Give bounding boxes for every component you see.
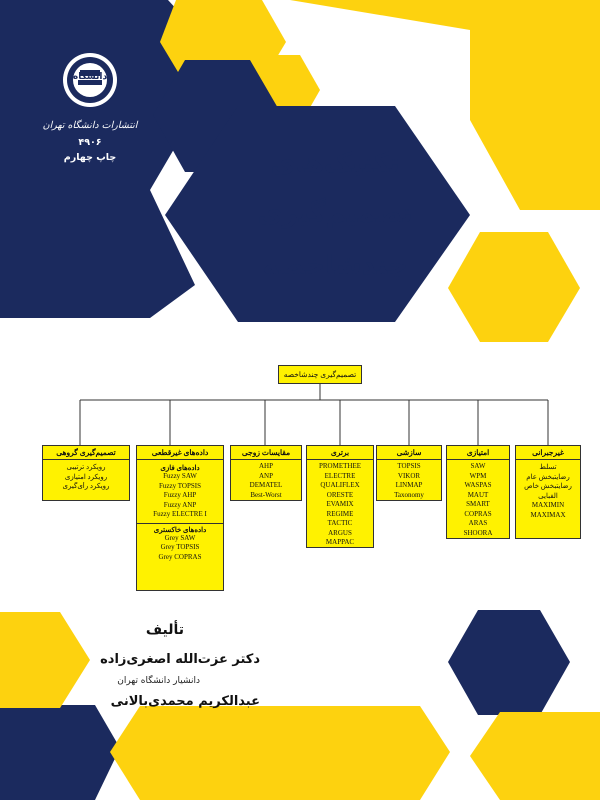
diagram-item: رضایتبخش خاص bbox=[524, 482, 572, 490]
diagram-item: SMART bbox=[466, 500, 490, 508]
diagram-box-title: سازشی bbox=[377, 446, 441, 460]
diagram-item: MAUT bbox=[467, 490, 489, 499]
diagram-item: SHOORA bbox=[463, 528, 493, 537]
diagram-item: WASPAS bbox=[464, 481, 492, 489]
diagram-item: تسلط bbox=[539, 463, 557, 471]
yellow-bottom-band bbox=[110, 706, 450, 800]
diagram-box-outranking bbox=[306, 445, 374, 548]
diagram-subgroup-title: داده‌های خاکستری bbox=[137, 523, 223, 534]
diagram-item: ARGUS bbox=[328, 528, 352, 537]
diagram-box-title: مقایسات زوجی bbox=[231, 446, 301, 460]
author-1-role: دانشیار دانشگاه تهران bbox=[117, 676, 200, 686]
book-title-line-1: تکنیک‌های bbox=[270, 148, 400, 179]
diagram-box-title: غیرجبرانی bbox=[516, 446, 580, 460]
diagram-box-title: داده‌های غیرقطعی bbox=[137, 446, 223, 460]
diagram-item: Fuzzy TOPSIS bbox=[159, 481, 201, 490]
diagram-box-compromise bbox=[376, 445, 442, 501]
diagram-box-non-compensatory bbox=[515, 445, 581, 539]
diagram-box-pairwise bbox=[230, 445, 302, 501]
author-1-name: دکتر عزت‌الله اصغری‌زاده bbox=[100, 652, 260, 667]
yellow-hexagon-right bbox=[448, 232, 580, 342]
diagram-item: Fuzzy ELECTRE I bbox=[153, 510, 207, 518]
diagram-box-group-decision bbox=[42, 445, 130, 501]
publisher-name: دانشگاه bbox=[72, 72, 108, 82]
diagram-item: ANP bbox=[258, 471, 273, 480]
diagram-root bbox=[278, 365, 362, 384]
diagram-item: MAXIMAX bbox=[530, 510, 566, 519]
diagram-item: الفبایی bbox=[538, 491, 558, 500]
author-2-name: عبدالکریم محمدی‌بالانی bbox=[110, 694, 260, 709]
diagram-item: SAW bbox=[470, 462, 486, 470]
diagram-connectors bbox=[80, 384, 548, 445]
diagram-item: Best-Worst bbox=[250, 490, 282, 499]
navy-hexagon-bottom-right bbox=[448, 610, 570, 715]
diagram-box-title: امتیازی bbox=[447, 446, 509, 460]
diagram-item: Fuzzy AHP bbox=[163, 491, 197, 499]
book-title-line-3: چندشاخصه bbox=[262, 250, 408, 281]
diagram-box-title: برتری bbox=[307, 446, 373, 460]
diagram-item: REGIME bbox=[326, 509, 354, 518]
diagram-item: Grey TOPSIS bbox=[160, 543, 200, 551]
diagram-item: VIKOR bbox=[397, 471, 421, 480]
diagram-box-scoring bbox=[446, 445, 510, 539]
publication-number: ۴۹۰۶ bbox=[78, 137, 102, 148]
book-title-line-2: تصمیم‌گیری bbox=[257, 198, 413, 229]
diagram-item: PROMETHEE bbox=[319, 462, 361, 470]
diagram-item: WPM bbox=[469, 471, 487, 480]
diagram-item: AHP bbox=[258, 462, 273, 470]
diagram-item: رویکرد ترتیبی bbox=[66, 463, 106, 471]
diagram-item: LINMAP bbox=[395, 481, 423, 489]
diagram-item: Fuzzy SAW bbox=[163, 472, 197, 480]
diagram-item: ELECTRE bbox=[324, 471, 356, 480]
diagram-item: MAPPAC bbox=[325, 538, 355, 546]
diagram-item: MAXIMIN bbox=[531, 501, 565, 509]
diagram-item: TOPSIS bbox=[397, 462, 421, 470]
diagram-item: Fuzzy ANP bbox=[163, 500, 197, 509]
diagram-item: COPRAS bbox=[464, 509, 492, 518]
authored-by-label: تألیف bbox=[145, 622, 184, 638]
diagram-box-title: تصمیم‌گیری گروهی bbox=[43, 446, 129, 460]
diagram-item: Grey COPRAS bbox=[158, 552, 202, 561]
diagram-item: رویکرد امتیازی bbox=[64, 472, 108, 481]
navy-bottom-left bbox=[0, 705, 120, 800]
diagram-item: DEMATEL bbox=[249, 481, 283, 489]
diagram-item: ARAS bbox=[468, 519, 488, 527]
edition-label: چاپ چهارم bbox=[63, 152, 117, 163]
diagram-box-uncertain-data bbox=[136, 445, 224, 591]
diagram-item: رویکرد رأی‌گیری bbox=[62, 482, 110, 490]
diagram-item: QUALIFLEX bbox=[320, 481, 360, 489]
diagram-root-label: تصمیم‌گیری چندشاخصه bbox=[283, 370, 357, 379]
diagram-item: ORESTE bbox=[326, 490, 354, 499]
publisher-name: انتشارات دانشگاه تهران bbox=[42, 120, 138, 131]
diagram-subgroup-title: داده‌های فازی bbox=[160, 464, 200, 472]
diagram-item: TACTIC bbox=[327, 519, 353, 527]
diagram-item: رضایتبخش عام bbox=[526, 472, 570, 481]
diagram-item: Grey SAW bbox=[164, 533, 196, 542]
diagram-item: Taxonomy bbox=[394, 490, 424, 499]
diagram-item: EVAMIX bbox=[326, 500, 354, 508]
yellow-hexagon-bottom-right bbox=[470, 712, 600, 800]
